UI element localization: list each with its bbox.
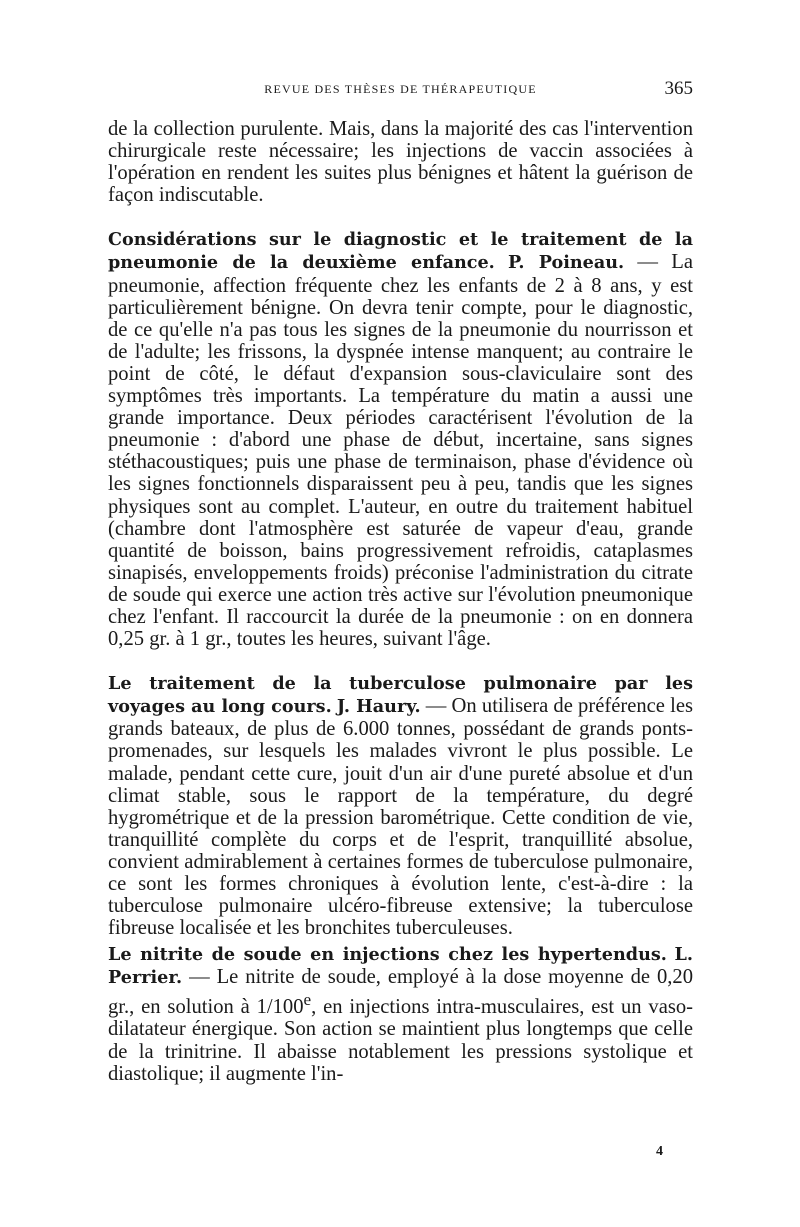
section-text-continued: , en injections intra-musculaires, est un vaso-dilatateur énergique. Son action se maintient plus longtemps que celle de la trinitrine. Il abaisse notablement les pressions systolique et diastolique; il augmente l'in- xyxy=(108,996,693,1085)
section-title: Considérations sur le diagnostic et le traitement de la pneumonie de la deuxième enfance. xyxy=(108,229,693,274)
running-title: REVUE DES THÈSES DE THÉRAPEUTIQUE xyxy=(264,82,537,96)
section-author: P. Poineau. xyxy=(508,252,625,274)
text-body xyxy=(108,118,693,1085)
section-title: Le traitement de la tuberculose pulmonaire par les voyages au long cours. xyxy=(108,673,693,718)
section-pneumonie xyxy=(108,228,693,650)
section-text: — On utilisera de préférence les grands bateaux, de plus de 6.000 tonnes, possédant de grands ponts-promenades, sur lesquels les malades vivront le plus possible. Le malade, pendant cette cure, jouit d'un air d'une pureté absolue et d'un climat stable, sous le rapport de la température, du degré hygrométrique et de la pression barométrique. Cette condition de vie, tranquillité complète du corps et de l'esprit, tranquillité absolue, convient admirablement à certaines formes de tuberculose pulmonaire, ce sont les formes chroniques à évolution lente, c'est-à-dire : la tuberculose pulmonaire ulcéro-fibreuse extensive; la tuberculose fibreuse localisée et les bronchites tuberculeuses. xyxy=(108,695,693,940)
section-author: L. Perrier. xyxy=(108,944,694,989)
page-number: 365 xyxy=(664,78,693,99)
section-author: J. Haury. xyxy=(336,696,421,718)
section-text: — Le nitrite de soude, employé à la dose moyenne de 0,20 gr., en solution à 1/100 xyxy=(108,966,693,1019)
section-text: — La pneumonie, affection fréquente chez les enfants de 2 à 8 ans, y est particulièrement bénigne. On devra tenir compte, pour le diagnostic, de ce qu'elle n'a pas tous les signes de la pneumonie du nourrisson et de l'adulte; les frissons, la dyspnée intense manquent; au contraire le point de côté, le défaut d'expansion sous-claviculaire sont des symptômes très importants. La température du matin a aussi une grande importance. Deux périodes caractérisent l'évolution de la pneumonie : d'abord une phase de début, incertaine, sans signes stéthacoustiques; puis une phase de terminaison, phase d'évidence où les signes fonctionnels disparaissent peu à peu, tandis que les signes physiques sont au complet. L'auteur, en outre du traitement habituel (chambre dont l'atmosphère est saturée de vapeur d'eau, grande quantité de boisson, bains progressivement refroidis, cataplasmes sinapisés, enveloppements froids) préconise l'administration du citrate de soude qui exerce une action très active sur l'évolution pneumonique chez l'enfant. Il raccourcit la durée de la pneumonie : on en donnera 0,25 gr. à 1 gr., toutes les heures, suivant l'âge. xyxy=(108,251,693,651)
superscript: e xyxy=(303,990,312,1010)
section-nitrite xyxy=(108,943,693,1084)
section-title: Le nitrite de soude en injections chez les hypertendus. xyxy=(108,944,667,966)
section-tuberculose xyxy=(108,672,693,939)
paragraph-continuation: de la collection purulente. Mais, dans la majorité des cas l'intervention chirurgicale reste nécessaire; les injections de vaccin associées à l'opération en rendent les suites plus bénignes et hâtent la guérison de façon indiscutable. xyxy=(108,118,693,207)
page-header xyxy=(108,78,693,102)
signature-mark: 4 xyxy=(656,1144,663,1159)
